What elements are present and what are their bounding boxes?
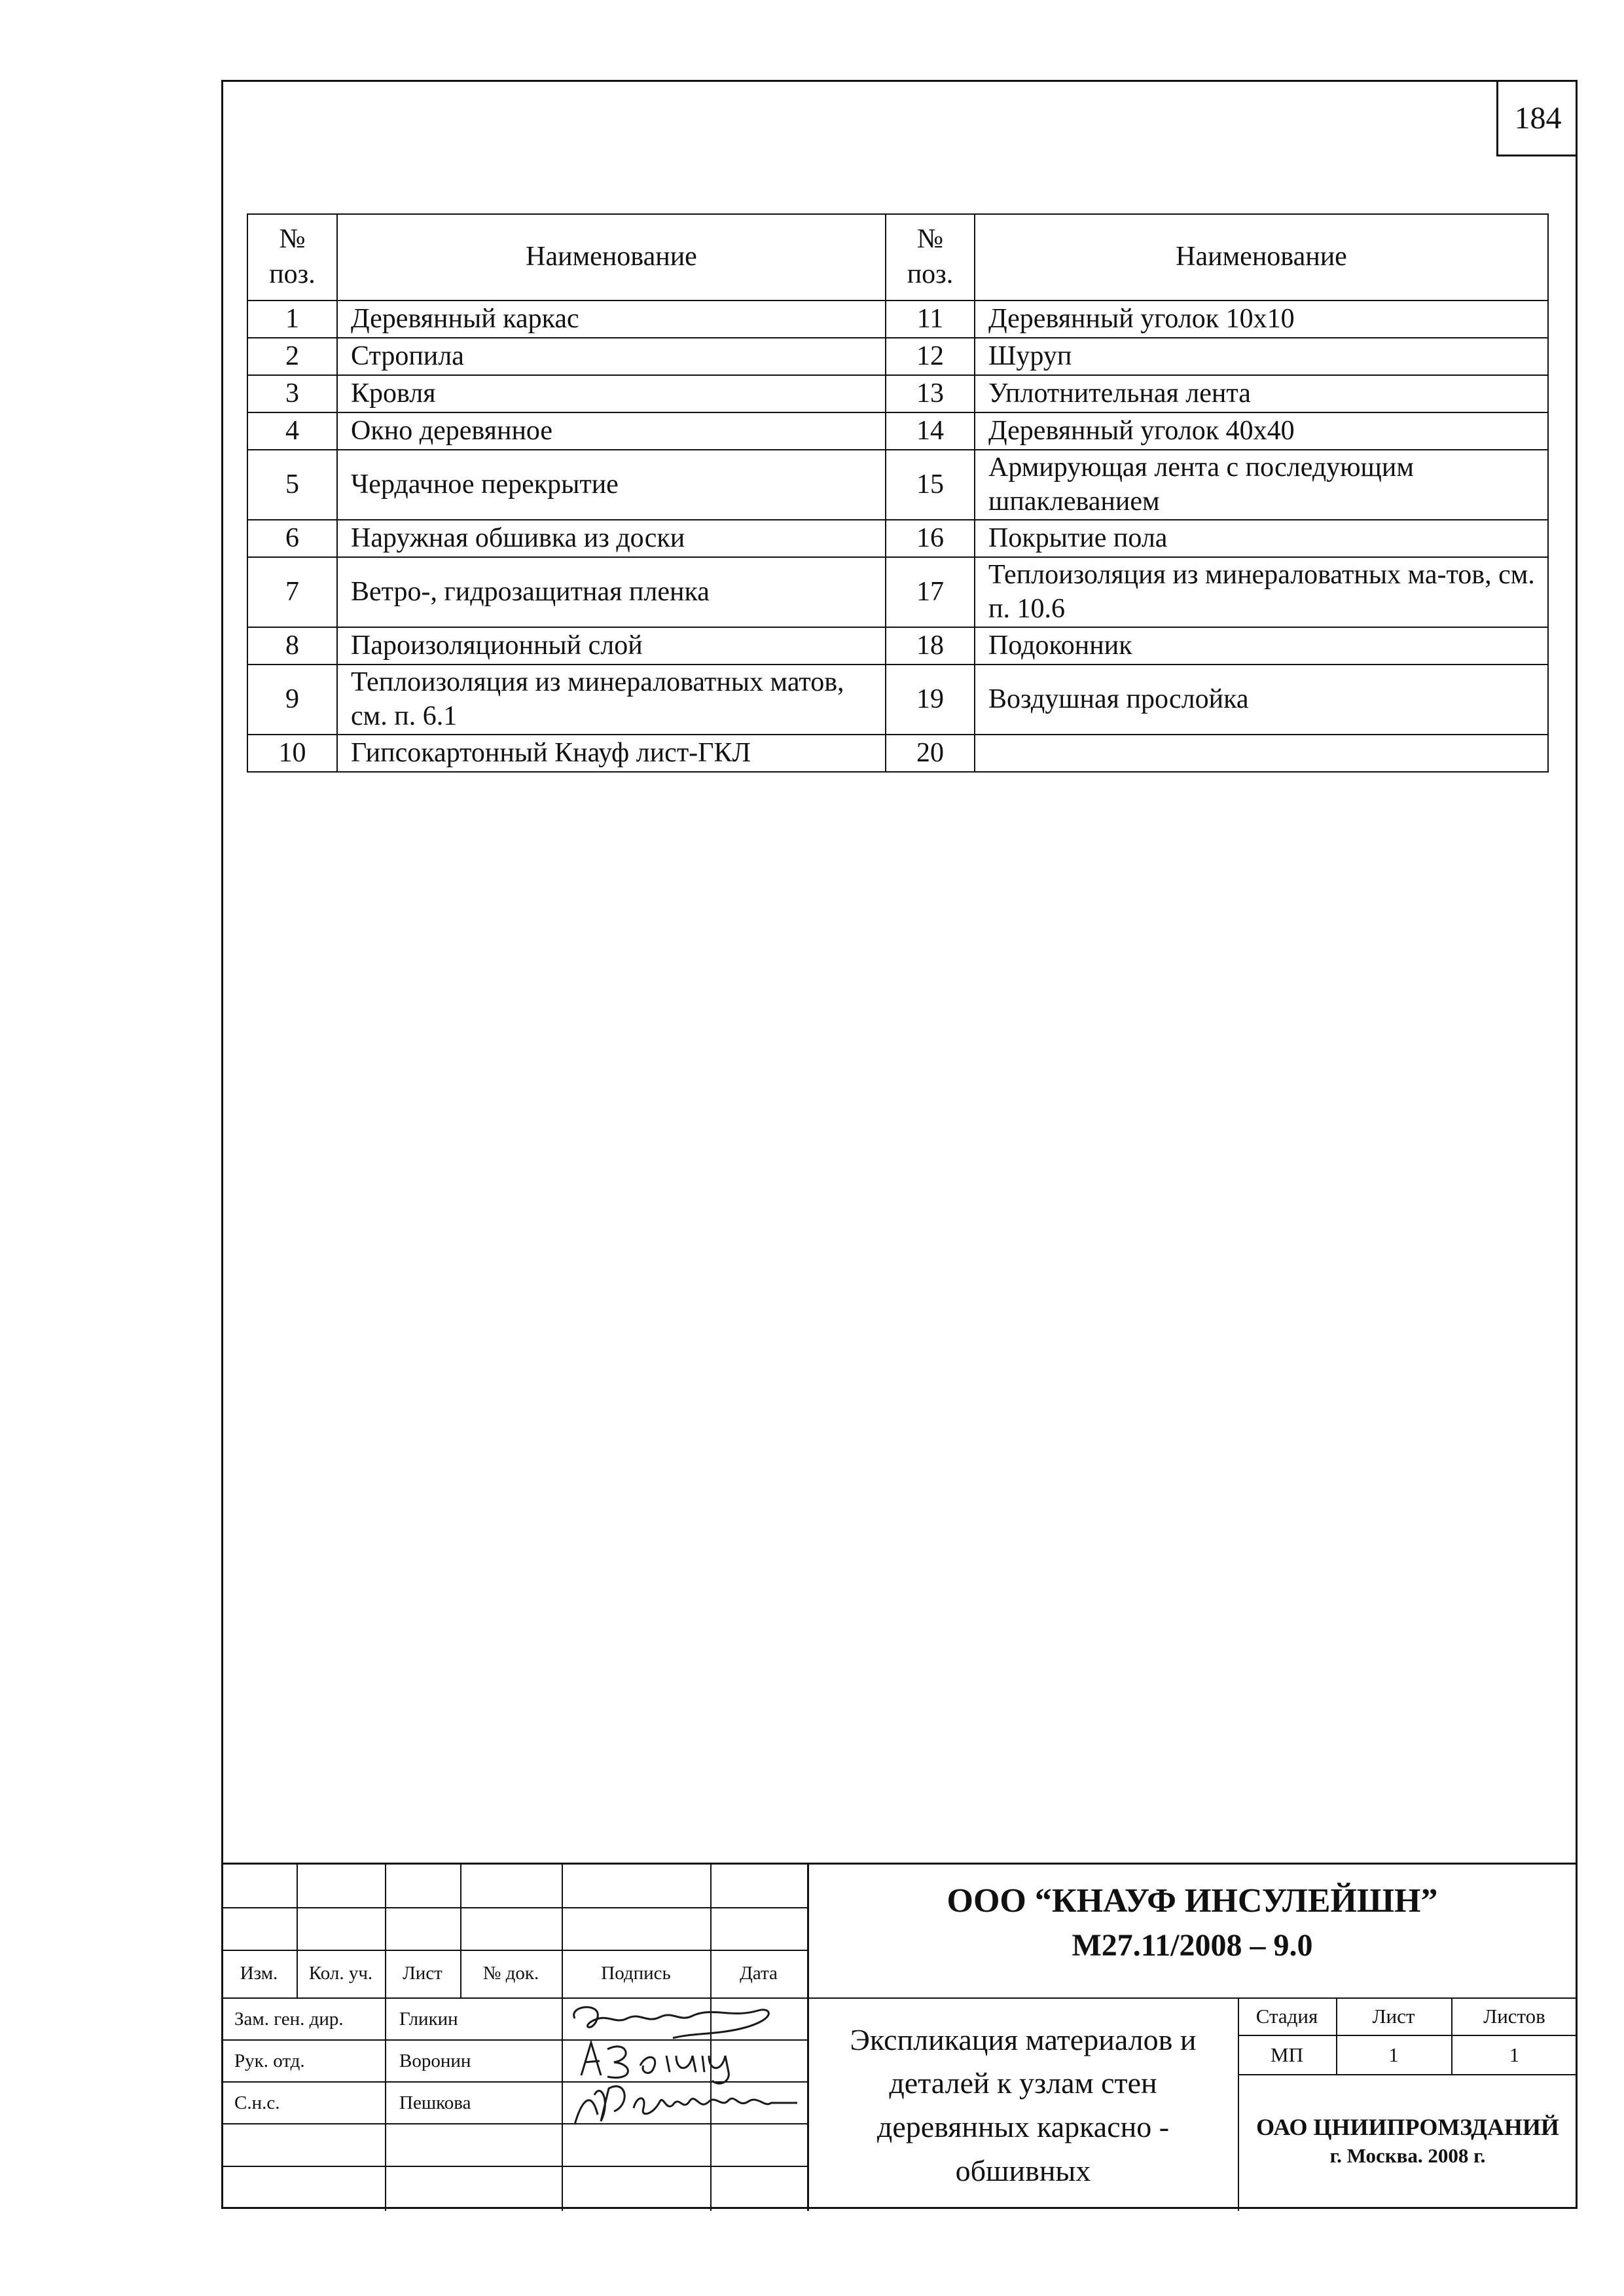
pos-number: 13 — [886, 375, 975, 412]
pos-number: 10 — [247, 735, 337, 772]
table-row — [247, 627, 1548, 665]
table-row — [247, 520, 1548, 557]
pos-number: 12 — [886, 338, 975, 375]
person-name: Воронин — [399, 2050, 471, 2071]
col-name-header-1: Наименование — [337, 214, 886, 301]
table-row — [247, 450, 1548, 520]
title-block — [221, 1863, 1578, 2209]
kol-uch-label: Кол. уч. — [308, 1963, 373, 1984]
item-name: Теплоизоляция из минераловатных ма-тов, см. п. 10.6 — [975, 557, 1548, 627]
stage-header: Стадия — [1255, 2005, 1318, 2028]
pos-number: 8 — [247, 627, 337, 665]
item-name: Чердачное перекрытие — [337, 450, 886, 520]
divider — [221, 1907, 807, 1908]
sheet-value: 1 — [1388, 2043, 1399, 2066]
stage-value: МП — [1271, 2043, 1303, 2066]
document-title: Экспликация материалов и деталей к узлам стен деревянных каркасно - обшивных — [850, 2022, 1197, 2187]
item-name: Воздушная прослойка — [975, 665, 1548, 735]
item-name: Уплотнительная лента — [975, 375, 1548, 412]
pos-number: 14 — [886, 412, 975, 450]
table-row — [247, 412, 1548, 450]
item-name: Теплоизоляция из минераловатных матов, см. п. 6.1 — [337, 665, 886, 735]
signature-peshkova — [562, 2075, 810, 2134]
pos-number: 3 — [247, 375, 337, 412]
list-label: Лист — [403, 1963, 442, 1984]
divider — [1238, 2074, 1578, 2075]
role-label: Зам. ген. дир. — [234, 2009, 344, 2030]
person-name: Пешкова — [399, 2092, 471, 2113]
item-name: Стропила — [337, 338, 886, 375]
table-header-row — [247, 214, 1548, 301]
page-number: 184 — [1496, 81, 1578, 156]
item-name: Окно деревянное — [337, 412, 886, 450]
item-name: Кровля — [337, 375, 886, 412]
table-row — [247, 375, 1548, 412]
item-name: Армирующая лента с последующим шпаклеванием — [975, 450, 1548, 520]
item-name: Шуруп — [975, 338, 1548, 375]
divider — [385, 1865, 386, 2211]
person-name: Гликин — [399, 2009, 458, 2030]
pos-number: 20 — [886, 735, 975, 772]
table-row — [247, 735, 1548, 772]
pos-number: 9 — [247, 665, 337, 735]
pos-number: 5 — [247, 450, 337, 520]
podpis-label: Подпись — [601, 1963, 671, 1984]
pos-number: 16 — [886, 520, 975, 557]
col-name-header-2: Наименование — [975, 214, 1548, 301]
item-name: Деревянный каркас — [337, 301, 886, 338]
explication-table — [247, 213, 1549, 773]
pos-number: 1 — [247, 301, 337, 338]
col-num-header-2 — [886, 214, 975, 301]
izm-label: Изм. — [240, 1963, 278, 1984]
item-name — [975, 735, 1548, 772]
item-name: Гипсокартонный Кнауф лист-ГКЛ — [337, 735, 886, 772]
role-label: Рук. отд. — [234, 2050, 305, 2071]
item-name: Покрытие пола — [975, 520, 1548, 557]
institute-name: ОАО ЦНИИПРОМЗДАНИЙ — [1256, 2114, 1559, 2140]
role-label: С.н.с. — [234, 2092, 280, 2113]
table-row — [247, 665, 1548, 735]
col-num-label: № поз. — [907, 224, 954, 289]
pos-number: 11 — [886, 301, 975, 338]
col-num-label: № поз. — [269, 224, 316, 289]
data-label: Дата — [740, 1963, 778, 1984]
city-year: г. Москва. 2008 г. — [1329, 2143, 1486, 2167]
table-row — [247, 338, 1548, 375]
pos-number: 7 — [247, 557, 337, 627]
institute-block — [1238, 2112, 1578, 2169]
divider — [221, 2166, 807, 2167]
pos-number: 2 — [247, 338, 337, 375]
document-code: М27.11/2008 – 9.0 — [1072, 1927, 1313, 1963]
item-name: Наружная обшивка из доски — [337, 520, 886, 557]
pos-number: 19 — [886, 665, 975, 735]
pos-number: 6 — [247, 520, 337, 557]
sheets-header: Листов — [1483, 2005, 1545, 2028]
item-name: Подоконник — [975, 627, 1548, 665]
item-name: Деревянный уголок 40х40 — [975, 412, 1548, 450]
ndok-label: № док. — [482, 1963, 539, 1984]
sheets-value: 1 — [1509, 2043, 1520, 2066]
table-row — [247, 557, 1548, 627]
pos-number: 4 — [247, 412, 337, 450]
table-row — [247, 301, 1548, 338]
pos-number: 18 — [886, 627, 975, 665]
item-name: Пароизоляционный слой — [337, 627, 886, 665]
pos-number: 15 — [886, 450, 975, 520]
sheet-header: Лист — [1372, 2005, 1415, 2028]
col-num-header-1 — [247, 214, 337, 301]
item-name: Деревянный уголок 10х10 — [975, 301, 1548, 338]
pos-number: 17 — [886, 557, 975, 627]
organization-name: ООО “КНАУФ ИНСУЛЕЙШН” — [947, 1882, 1438, 1920]
item-name: Ветро-, гидрозащитная пленка — [337, 557, 886, 627]
